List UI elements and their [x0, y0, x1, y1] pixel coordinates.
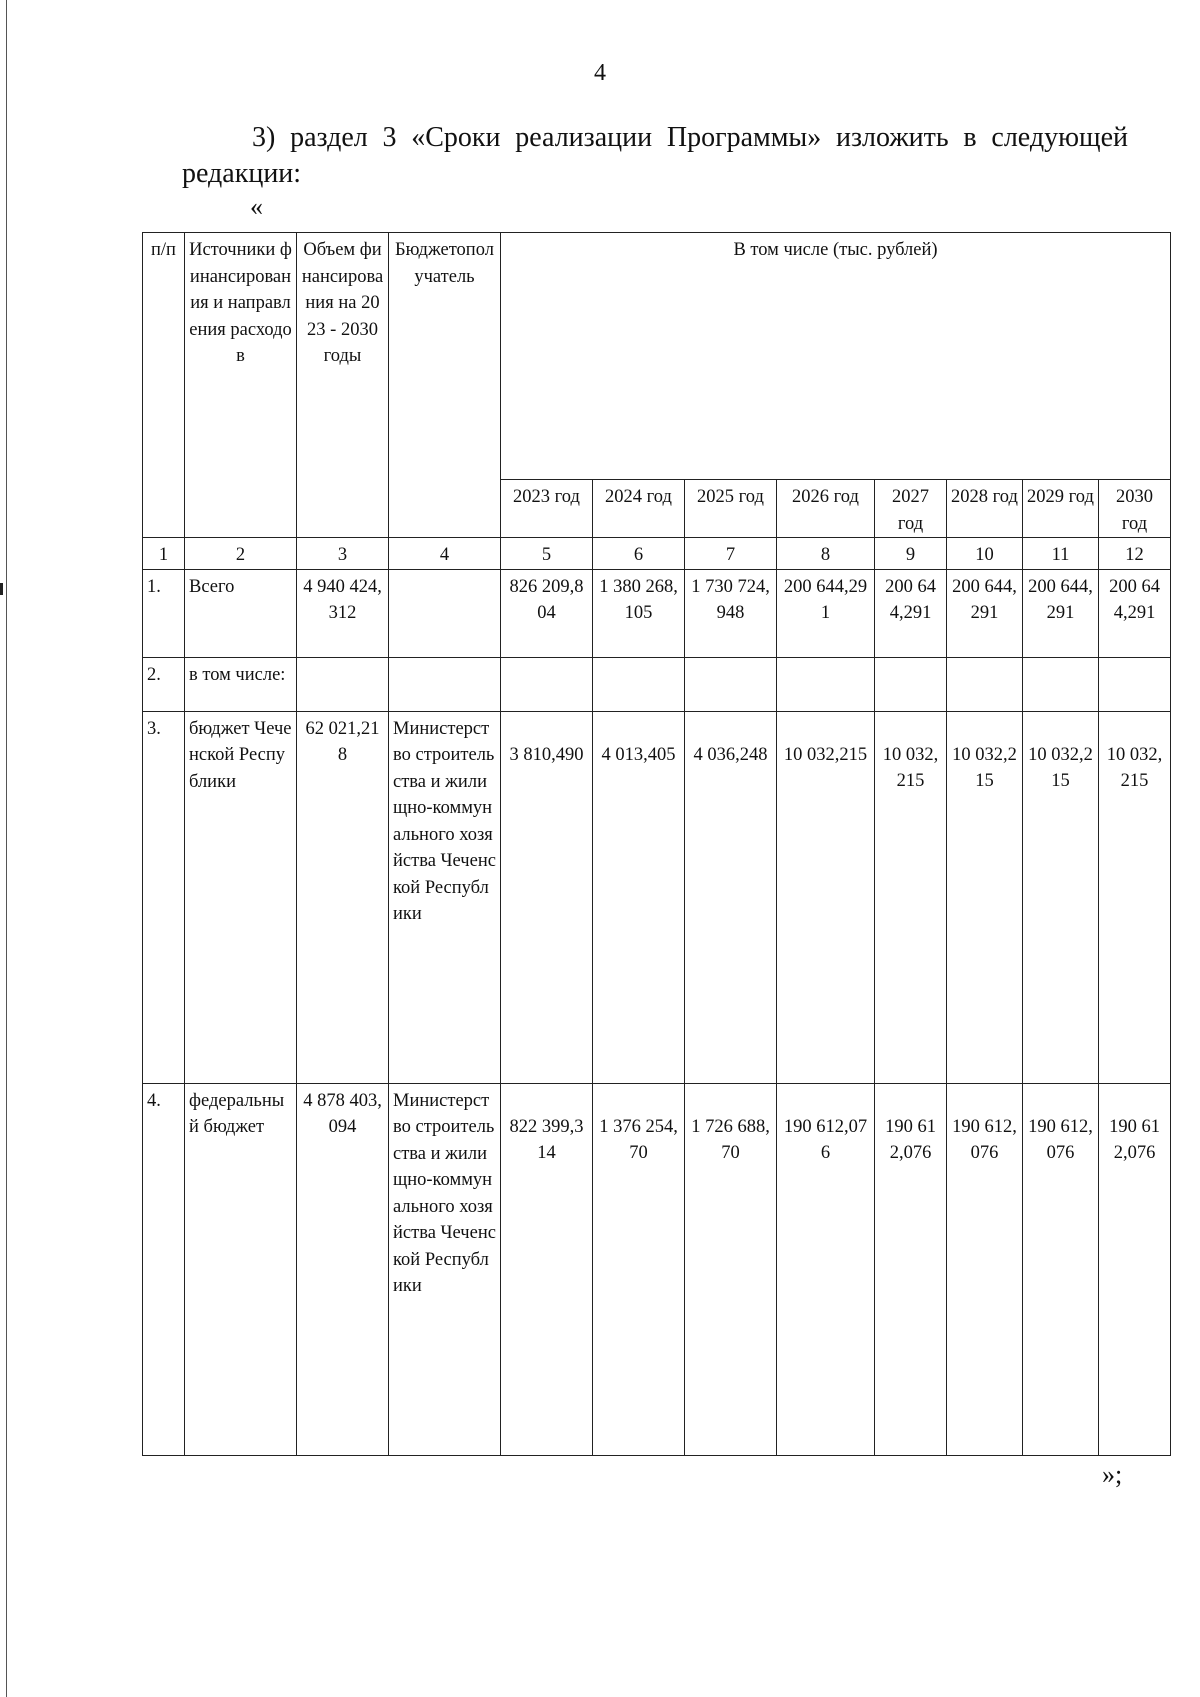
row-value	[501, 657, 593, 711]
row-num: 4.	[143, 1083, 185, 1455]
opening-quote: «	[250, 192, 263, 221]
column-number: 9	[875, 538, 947, 570]
row-source: в том числе:	[185, 657, 297, 711]
header-volume: Объем финансирования на 2023 - 2030 годы	[297, 233, 389, 538]
header-recipient: Бюджетополучатель	[389, 233, 501, 538]
row-recipient: Министерство строительства и жилищно-коммунального хозяйства Чеченской Республики	[389, 1083, 501, 1455]
page-edge-mark	[0, 583, 3, 595]
row-value: 10 032,215	[947, 711, 1023, 1083]
closing-quote: »;	[1102, 1460, 1123, 1489]
row-recipient: Министерство строительства и жилищно-коммунального хозяйства Чеченской Республики	[389, 711, 501, 1083]
row-volume: 62 021,218	[297, 711, 389, 1083]
row-value: 190 612,076	[1023, 1083, 1099, 1455]
row-value	[1099, 657, 1171, 711]
column-number: 12	[1099, 538, 1171, 570]
row-value: 1 726 688,70	[685, 1083, 777, 1455]
row-value	[875, 657, 947, 711]
year-header: 2025 год	[685, 480, 777, 538]
row-value: 3 810,490	[501, 711, 593, 1083]
page-number: 4	[594, 60, 606, 86]
row-value: 200 644,291	[875, 569, 947, 657]
intro-text: 3) раздел 3 «Сроки реализации Программы» изложить в следующей редакции:	[182, 122, 1128, 189]
row-value: 826 209,804	[501, 569, 593, 657]
row-num: 3.	[143, 711, 185, 1083]
year-header: 2030 год	[1099, 480, 1171, 538]
row-volume	[297, 657, 389, 711]
column-number: 11	[1023, 538, 1099, 570]
row-value: 822 399,314	[501, 1083, 593, 1455]
row-value	[593, 657, 685, 711]
year-header: 2027 год	[875, 480, 947, 538]
row-value: 190 612,076	[875, 1083, 947, 1455]
row-source: Всего	[185, 569, 297, 657]
row-value: 1 380 268,105	[593, 569, 685, 657]
row-value: 10 032,215	[875, 711, 947, 1083]
row-source: бюджет Чеченской Республики	[185, 711, 297, 1083]
row-value: 200 644,291	[947, 569, 1023, 657]
row-value	[947, 657, 1023, 711]
row-value: 200 644,291	[777, 569, 875, 657]
row-volume: 4 940 424,312	[297, 569, 389, 657]
row-value	[1023, 657, 1099, 711]
row-source: федеральный бюджет	[185, 1083, 297, 1455]
column-number: 5	[501, 538, 593, 570]
row-value: 200 644,291	[1023, 569, 1099, 657]
header-row	[143, 233, 1171, 480]
column-number: 2	[185, 538, 297, 570]
table-row	[143, 569, 1171, 657]
year-header: 2024 год	[593, 480, 685, 538]
row-value: 200 644,291	[1099, 569, 1171, 657]
header-source: Источники финансирования и направления расходов	[185, 233, 297, 538]
row-num: 1.	[143, 569, 185, 657]
row-value: 10 032,215	[777, 711, 875, 1083]
row-value: 190 612,076	[947, 1083, 1023, 1455]
row-recipient	[389, 569, 501, 657]
header-num: п/п	[143, 233, 185, 538]
row-value: 190 612,076	[1099, 1083, 1171, 1455]
table-row	[143, 711, 1171, 1083]
column-number: 8	[777, 538, 875, 570]
year-header: 2023 год	[501, 480, 593, 538]
row-recipient	[389, 657, 501, 711]
row-value: 10 032,215	[1023, 711, 1099, 1083]
year-header: 2026 год	[777, 480, 875, 538]
row-value: 4 013,405	[593, 711, 685, 1083]
year-header: 2029 год	[1023, 480, 1099, 538]
column-number: 4	[389, 538, 501, 570]
table-row	[143, 1083, 1171, 1455]
column-number-row	[143, 538, 1171, 570]
row-value: 1 376 254,70	[593, 1083, 685, 1455]
intro-paragraph	[182, 120, 1128, 192]
page-edge-line	[6, 0, 7, 1697]
financing-table	[142, 232, 1171, 1456]
column-number: 1	[143, 538, 185, 570]
column-number: 7	[685, 538, 777, 570]
year-header: 2028 год	[947, 480, 1023, 538]
row-volume: 4 878 403,094	[297, 1083, 389, 1455]
column-number: 10	[947, 538, 1023, 570]
row-value	[685, 657, 777, 711]
column-number: 6	[593, 538, 685, 570]
column-number: 3	[297, 538, 389, 570]
row-value: 1 730 724,948	[685, 569, 777, 657]
row-num: 2.	[143, 657, 185, 711]
row-value: 190 612,076	[777, 1083, 875, 1455]
header-including: В том числе (тыс. рублей)	[501, 233, 1171, 480]
row-value	[777, 657, 875, 711]
row-value: 10 032,215	[1099, 711, 1171, 1083]
row-value: 4 036,248	[685, 711, 777, 1083]
table-row	[143, 657, 1171, 711]
